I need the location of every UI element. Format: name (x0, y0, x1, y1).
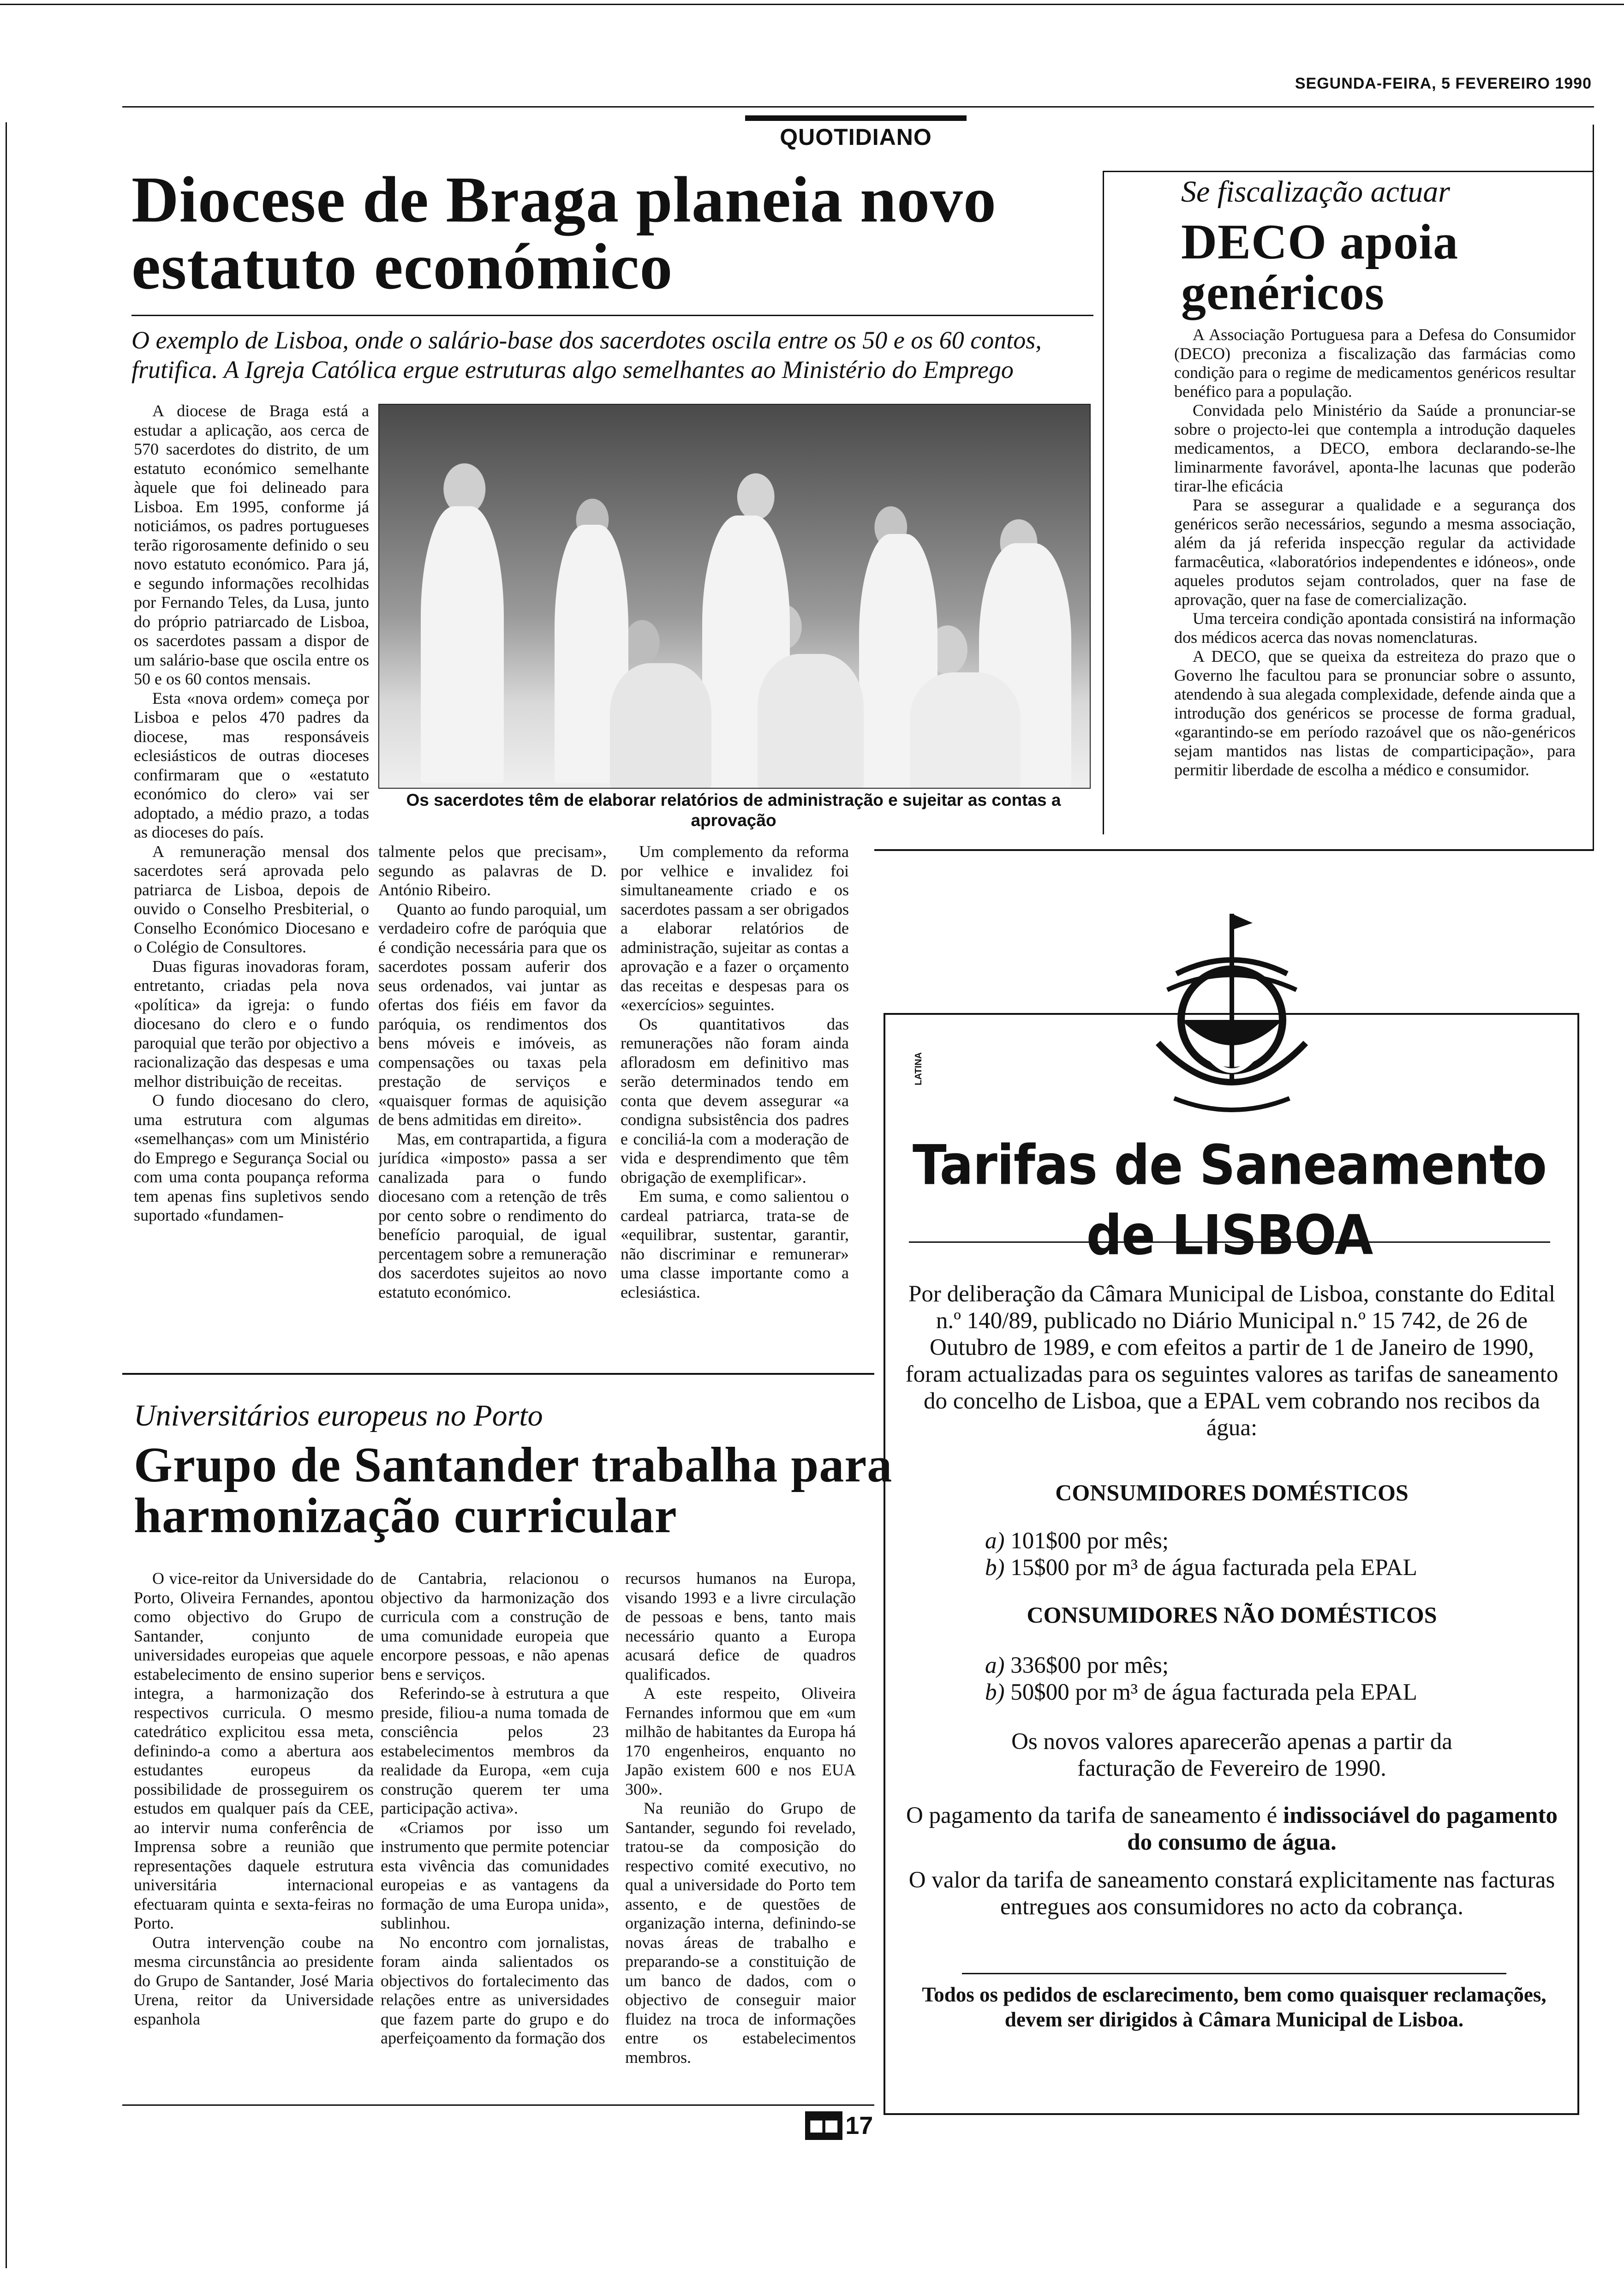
braga-col1-p3: A remuneração mensal dos sacerdotes será aprovada pelo patriarca de Lisboa, depois de ouvido o Conselho Presbiterial, o Conselho Económico Diocesano e o Colégio de Consultores. (134, 842, 369, 956)
lisbon-city-logo-icon (1149, 905, 1315, 1126)
nondomestic-heading: CONSUMIDORES NÃO DOMÉSTICOS (1027, 1602, 1437, 1628)
braga-column-3 (621, 842, 849, 1366)
ad-note-3: O valor da tarifa de saneamento constará explicitamente nas facturas entregues aos consumidores no acto da cobrança. (908, 1867, 1555, 1920)
santander-bottom-rule (122, 2104, 874, 2106)
braga-headline: Diocese de Braga planeia novo estatuto económico (131, 163, 997, 303)
deco-p4: Uma terceira condição apontada consistirá na informação dos médicos acerca das novas nomenclaturas. (1174, 609, 1576, 647)
ad-title (890, 1131, 1569, 1271)
braga-col3-p2: Os quantitativos das remunerações não foram ainda afloradosm em definitivo mas serão determinados tendo em conta que devem assegurar «a condigna subsistência dos padres e conciliá-la com a moderação de vida e desprendimento que têm obrigação de exemplificar». (621, 1014, 849, 1186)
domestic-heading: CONSUMIDORES DOMÉSTICOS (1055, 1480, 1409, 1505)
nondomestic-rate-a (985, 1652, 1169, 1679)
santander-col1-p2: Outra intervenção coube na mesma circunstância ao presidente do Grupo de Santander, José Maria Urena, reitor da Universidade espanhola (134, 1933, 374, 2028)
braga-col1-p5: O fundo diocesano do clero, uma estrutura com algumas «semelhanças» com um Ministério do Emprego e Segurança Social ou com uma conta poupança reforma tem apenas fins supletivos sendo suportado «fundamen- (134, 1091, 369, 1224)
braga-col2-p1: talmente pelos que precisam», segundo as palavras de D. António Ribeiro. (378, 842, 607, 899)
item-a-marker-2: a) (985, 1653, 1005, 1678)
item-b-marker: b) (985, 1555, 1005, 1581)
santander-column-1 (134, 1569, 374, 2100)
photo-caption: Os sacerdotes têm de elaborar relatórios de administração e sujeitar as contas a aprovação (406, 791, 1061, 830)
page-date-header: SEGUNDA-FEIRA, 5 FEVEREIRO 1990 (1295, 75, 1592, 92)
santander-column-2 (381, 1569, 609, 2100)
santander-col3-p2: A este respeito, Oliveira Fernandes informou que em «um milhão de habitantes da Europa há 170 engenheiros, enquanto no Japão existem 600 e nos EUA 300». (625, 1684, 856, 1798)
ad-title-rule (909, 1241, 1550, 1243)
braga-col3-p1: Um complemento da reforma por velhice e invalidez foi simultaneamente criado e os sacerdotes passam a ser obrigados a elaborar relatórios de administração, sujeitar as contas a aprovação e a fazer o orçamento das receitas e despesas para os «exercícios» seguintes. (621, 842, 849, 1014)
domestic-rate-a-text: 101$00 por mês; (1010, 1528, 1169, 1554)
ad-title-line-2: de LISBOA (1086, 1204, 1373, 1267)
deco-p1: A Associação Portuguesa para a Defesa do Consumidor (DECO) preconiza a fiscalização das farmácias como condição para o regime de medicamentos genéricos resultar benéfico para a população. (1174, 325, 1576, 401)
santander-headline: Grupo de Santander trabalha para harmonização curricular (134, 1438, 893, 1544)
domestic-rate-b (985, 1554, 1417, 1581)
santander-col2-p4: No encontro com jornalistas, foram ainda salientados os objectivos do fortalecimento das relações entre as universidades que fazem parte do grupo e do aperfeiçoamento da formação dos (381, 1933, 609, 2047)
ad-intro: Por deliberação da Câmara Municipal de Lisboa, constante do Edital n.º 140/89, publicado no Diário Municipal n.º 15 742, de 26 de Outubro de 1989, e com efeitos a partir de 1 de Janeiro de 1990, foram actualizadas para os seguintes valores as tarifas de saneamento do concelho de Lisboa, que a EPAL vem cobrando nos recibos da água: (905, 1281, 1558, 1441)
deco-p3: Para se assegurar a qualidade e a segurança dos genéricos serão necessários, segundo a mesma associação, além da já referida inspecção regular da actividade farmacêutica, «laboratórios independentes e idóneos», onde aqueles produtos sejam controlados, quer na fase de aprovação, quer na fase de comercialização. (1174, 496, 1576, 609)
top-header-rule (122, 106, 1594, 108)
braga-deck: O exemplo de Lisboa, onde o salário-base dos sacerdotes oscila entre os 50 e os 60 contos, frutifica. A Igreja Católica ergue estruturas algo semelhantes ao Ministério do Emprego (131, 326, 1042, 383)
santander-col2-p1: de Cantabria, relacionou o objectivo da harmonização dos curricula com a construção de uma comunidade europeia que encorpore pessoas, e não apenas bens e serviços. (381, 1569, 609, 1684)
santander-col1-p1: O vice-reitor da Universidade do Porto, Oliveira Fernandes, apontou como objectivo do Grupo de Santander, conjunto de universidades europeias que aquele estabelecimento de ensino superior integra, a harmonização dos respectivos curricula. O mesmo catedrático explicitou essa meta, definindo-a como a abertura aos estudantes europeus da possibilidade de prosseguirem os estudos em qualquer país da CEE, ao intervir numa conferência de Imprensa sobre a reunião que representações daquele estrutura universitária internacional efectuaram quinta e sexta-feiras no Porto. (134, 1569, 374, 1932)
page-number-text: 17 (845, 2112, 873, 2139)
ad-footer-rule (962, 1973, 1506, 1974)
nondomestic-rate-a-text: 336$00 por mês; (1010, 1653, 1169, 1678)
deco-p5: A DECO, que se queixa da estreiteza do prazo que o Governo lhe facultou para se pronunciar sobre o assunto, atendendo à sua alegada complexidade, defende ainda que a introdução dos genéricos se processe de forma gradual, «garantindo-se em período razoável que os não-genéricos sejam mantidos nas listas de comparticipação», para permitir liberdade de escolha a médico e consumidor. (1174, 647, 1576, 779)
ad-note-2-text: O pagamento da tarifa de saneamento é (906, 1803, 1278, 1828)
nondomestic-rate-b (985, 1679, 1417, 1706)
ad-note-2 (904, 1802, 1559, 1856)
braga-col2-p2: Quanto ao fundo paroquial, um verdadeiro cofre de paróquia que é condição necessária para que os sacerdotes possam auferir dos seus ordenados, vai juntar as ofertas dos fiéis em favor da paróquia, os rendimentos dos bens móveis e imóveis, as compensações ou taxas pela prestação de serviços e «quaisquer formas de aquisição de bens admitidas em direito». (378, 899, 607, 1129)
page-number (805, 2111, 873, 2140)
ad-note-2-bold: indissociável do pagamento do consumo de água. (1127, 1803, 1558, 1855)
deco-headline: DECO apoia genéricos (1181, 215, 1459, 321)
ad-note-1: Os novos valores aparecerão apenas a partir da facturação de Fevereiro de 1990. (1011, 1729, 1452, 1781)
section-label: QUOTIDIANO (745, 115, 967, 153)
braga-col2-p3: Mas, em contrapartida, a figura jurídica «imposto» passa a ser canalizada para o fundo diocesano com a retenção de três por cento sobre o rendimento do benefício paroquial, de igual percentagem sobre a remuneração dos sacerdotes sujeitos ao novo estatuto económico. (378, 1129, 607, 1301)
deco-kicker: Se fiscalização actuar (1181, 175, 1450, 209)
top-border-line (0, 4, 1624, 5)
left-margin-line (6, 122, 7, 2268)
santander-col2-p2: Referindo-se à estrutura a que preside, filiou-a numa tomada de consciência pelos 23 estabelecimentos membros da realidade da Europa, «em cuja construção querem ter uma participação activa». (381, 1684, 609, 1817)
deco-bottom-rule (874, 849, 1594, 851)
item-b-marker-2: b) (985, 1679, 1005, 1705)
braga-col1-p4: Duas figuras inovadoras foram, entretanto, criadas pela nova «política» da igreja: o fundo diocesano do clero e o fundo paroquial que terão por objectivo a racionalização das despesas e uma melhor distribuição de receitas. (134, 957, 369, 1091)
braga-col1-p2: Esta «nova ordem» começa por Lisboa e pelos 470 padres da diocese, mas responsáveis eclesiásticos de outras dioceses confirmaram que o «estatuto económico do clero» vai ser adoptado, a médio prazo, a todas as dioceses do país. (134, 689, 369, 841)
santander-column-3 (625, 1569, 856, 2100)
braga-deck-rule (131, 315, 1093, 316)
braga-column-1 (134, 401, 369, 1366)
item-a-marker: a) (985, 1528, 1005, 1554)
santander-col3-p1: recursos humanos na Europa, visando 1993 e a livre circulação de pessoas e bens, tanto mais necessário quanto a Europa acusará defice de quadros qualificados. (625, 1569, 856, 1684)
braga-col1-p1: A diocese de Braga está a estudar a aplicação, aos cerca de 570 sacerdotes do distrito, de um estatuto económico semelhante àquele que foi delineado para Lisboa. Em 1995, conforme já noticiámos, os padres portugueses terão rigorosamente definido o seu novo estatuto económico. Para já, e segundo informações recolhidas por Fernando Teles, da Lusa, junto do próprio patriarcado de Lisboa, os sacerdotes passam a dispor de um salário-base que oscila entre os 50 e os 60 contos mensais. (134, 401, 369, 688)
braga-col3-p3: Em suma, e como salientou o cardeal patriarca, trata-se de «equilibrar, sustentar, garantir, não discriminar e remunerar» uma classe importante como a eclesiástica. (621, 1187, 849, 1301)
priests-photo (378, 404, 1091, 789)
paper-logo-icon: ■■ (805, 2111, 842, 2140)
logo-credit: LATINA (914, 1052, 924, 1085)
braga-column-2 (378, 842, 607, 1366)
santander-col2-p3: «Criamos por isso um instrumento que permite potenciar esta vivência das comunidades europeias e as vantagens da formação de uma Europa unida», sublinhou. (381, 1818, 609, 1932)
deco-right-rule (1593, 125, 1594, 849)
santander-kicker: Universitários europeus no Porto (134, 1399, 543, 1432)
nondomestic-rate-b-text: 50$00 por m³ de água facturada pela EPAL (1010, 1679, 1417, 1705)
ad-title-line-1: Tarifas de Saneamento (913, 1133, 1546, 1198)
braga-bottom-rule (122, 1373, 874, 1375)
deco-body (1174, 325, 1576, 828)
domestic-rate-b-text: 15$00 por m³ de água facturada pela EPAL (1010, 1555, 1417, 1581)
ad-footer: Todos os pedidos de esclarecimento, bem como quaisquer reclamações, devem ser dirigidos à Câmara Municipal de Lisboa. (922, 1983, 1546, 2031)
santander-col3-p3: Na reunião do Grupo de Santander, segundo foi revelado, tratou-se da composição do respectivo comité executivo, no qual a universidade do Porto tem assento, e de questões de organização interna, definindo-se novas áreas de trabalho e preparando-se a constituição de um banco de dados, com o objectivo de conseguir maior fluidez na troca de informações entre os estabelecimentos membros. (625, 1799, 856, 2067)
domestic-rate-a (985, 1528, 1169, 1554)
deco-p2: Convidada pelo Ministério da Saúde a pronunciar-se sobre o projecto-lei que contempla a introdução daqueles medicamentos, a DECO, embora declarando-se-lhe liminarmente favorável, aponta-lhe lacunas que poderão tirar-lhe eficácia (1174, 401, 1576, 495)
